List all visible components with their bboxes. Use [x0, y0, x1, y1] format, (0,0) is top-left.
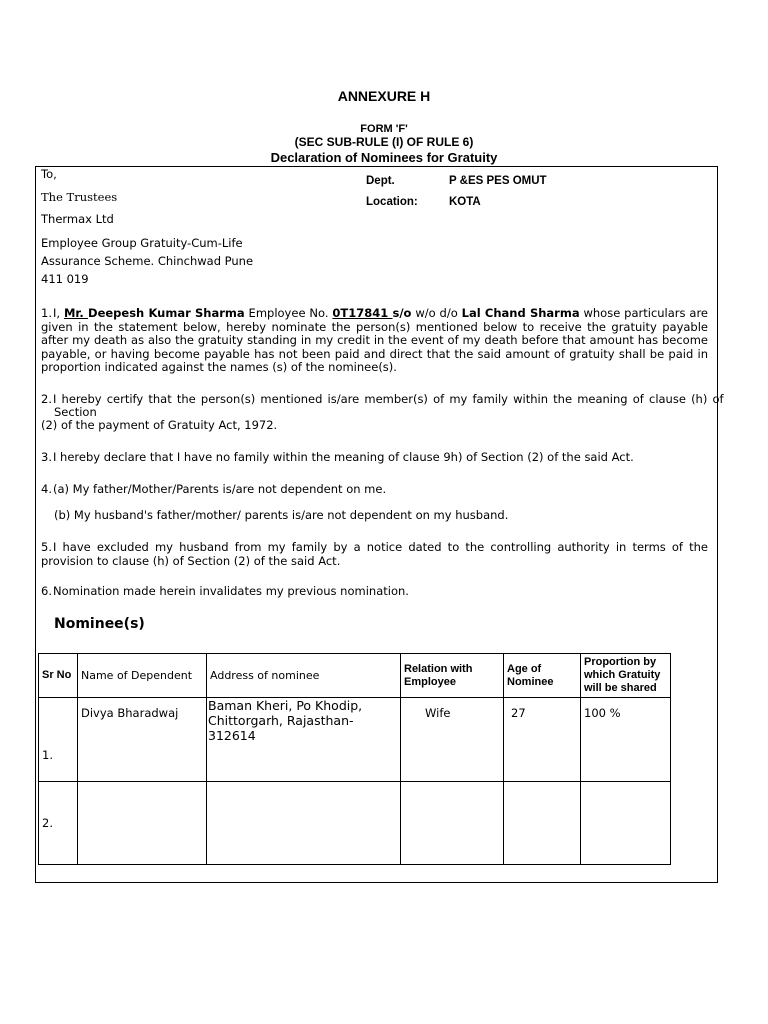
para-2-line-1: I hereby certify that the person(s) mentioned is/are member(s) of my family within the meaning of clause (h) of	[53, 392, 724, 406]
form-heading: Declaration of Nominees for Gratuity	[270, 150, 498, 165]
paragraph-6	[41, 585, 409, 599]
nominees-table	[38, 653, 671, 865]
para-6-text: Nomination made herein invalidates my previous nomination.	[53, 584, 409, 598]
rule-label: (SEC SUB-RULE (I) OF RULE 6)	[294, 135, 474, 149]
table-row	[39, 698, 671, 782]
paragraph-5	[41, 541, 708, 568]
para-5-text: I have excluded my husband from my family by a notice dated to the controlling authority in terms of the provision to clause (h) of Section (2) of the said Act.	[41, 540, 708, 568]
header-sr-no: Sr No	[39, 654, 78, 698]
row-address	[207, 782, 401, 865]
row-name: Divya Bharadwaj	[78, 698, 207, 782]
paragraph-3	[41, 451, 634, 465]
pin-code: 411 019	[41, 272, 89, 286]
row-age	[504, 782, 581, 865]
para-3-number: 3.	[41, 450, 52, 464]
employee-number: 0T17841	[332, 306, 393, 320]
salutation: Mr.	[63, 306, 89, 320]
header-name	[78, 654, 207, 698]
paragraph-1	[41, 307, 708, 375]
trustees-label: The Trustees	[41, 190, 118, 204]
header-age: Age of Nominee	[504, 654, 581, 698]
para-2-line-2: Section	[54, 405, 97, 419]
para-1-text: I,	[53, 306, 64, 320]
nominees-heading: Nominee(s)	[54, 616, 145, 632]
dept-value: P &ES PES OMUT	[449, 175, 547, 187]
row-relation	[401, 782, 504, 865]
row-age: 27	[504, 698, 581, 782]
so-label: s/o	[392, 306, 412, 320]
row-relation: Wife	[401, 698, 504, 782]
para-1-text: whose particulars are given in the statement below, hereby nominate the person(s) mentioned below to receive the gratuity payable after my death as also the gratuity standing in my credit in the event of my death before that amount has become payable, or having become payable has not been paid and direct that the said amount of gratuity shall be paid in proportion indicated against the names (s) of the nominee(s).	[41, 306, 709, 374]
row-sr: 1.	[39, 698, 78, 782]
header-address	[207, 654, 401, 698]
para-2-line-3: (2) of the payment of Gratuity Act, 1972.	[41, 418, 278, 432]
para-1-text: w/o d/o	[411, 306, 462, 320]
company-name: Thermax Ltd	[41, 212, 114, 226]
location-label: Location:	[366, 196, 418, 208]
row-share: 100 %	[581, 698, 671, 782]
header-name-text: Name of Dependent	[81, 669, 193, 682]
para-4b-text: (b) My husband's father/mother/ parents is/are not dependent on my husband.	[54, 508, 509, 522]
para-4a-text: (a) My father/Mother/Parents is/are not dependent on me.	[53, 482, 387, 496]
table-header-row	[39, 654, 671, 698]
para-3-text: I hereby declare that I have no family within the meaning of clause 9h) of Section (2) of the said Act.	[53, 450, 634, 464]
row-sr: 2.	[39, 782, 78, 865]
para-5-number: 5.	[41, 540, 52, 554]
scheme-line-2: Assurance Scheme. Chinchwad Pune	[41, 254, 254, 268]
form-label: FORM 'F'	[360, 123, 408, 135]
header-address-text: Address of nominee	[210, 669, 320, 682]
table-row	[39, 782, 671, 865]
para-1-number: 1.	[41, 306, 52, 320]
dept-label: Dept.	[366, 175, 395, 187]
paragraph-2	[41, 393, 741, 407]
paragraph-4	[41, 483, 386, 497]
header-proportion: Proportion by which Gratuity will be shared	[581, 654, 671, 698]
header-relation: Relation with Employee	[401, 654, 504, 698]
para-2-number: 2.	[41, 392, 52, 406]
scheme-line-1: Employee Group Gratuity-Cum-Life	[41, 236, 243, 250]
row-address: Baman Kheri, Po Khodip, Chittorgarh, Rajasthan-312614	[207, 698, 401, 782]
para-6-number: 6.	[41, 584, 52, 598]
location-value: KOTA	[449, 196, 481, 208]
para-4-number: 4.	[41, 482, 52, 496]
row-name	[78, 782, 207, 865]
to-label: To,	[41, 167, 57, 181]
row-share	[581, 782, 671, 865]
annexure-title: ANNEXURE H	[337, 88, 431, 104]
para-1-text: Employee No.	[244, 306, 333, 320]
father-name: Lal Chand Sharma	[461, 306, 580, 320]
employee-name: Deepesh Kumar Sharma	[88, 306, 245, 320]
